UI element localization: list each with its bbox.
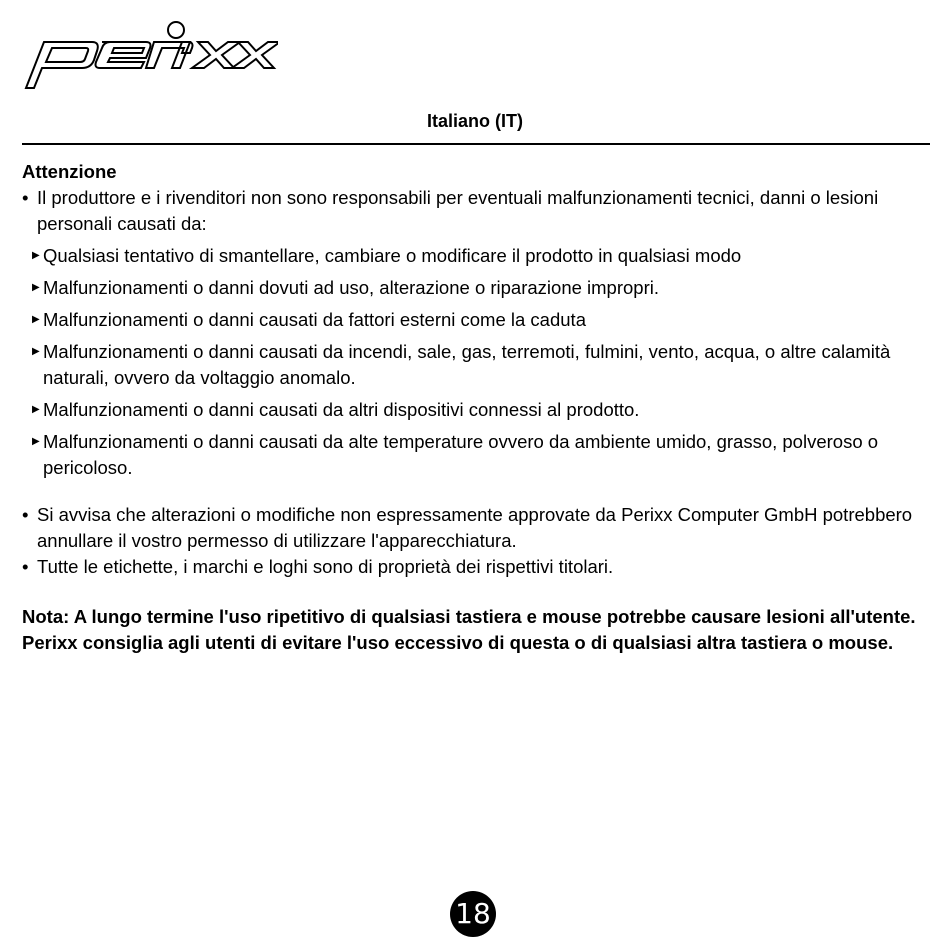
page-number-badge: 18 bbox=[450, 891, 496, 937]
section-heading: Attenzione bbox=[22, 161, 117, 182]
perixx-logo bbox=[22, 18, 278, 92]
sub-list-item bbox=[22, 429, 930, 481]
bullet-dot-icon: • bbox=[22, 187, 29, 208]
bullet-item bbox=[22, 185, 930, 237]
sub-list-item bbox=[22, 243, 930, 269]
main-content bbox=[22, 159, 930, 656]
note-paragraph: Nota: A lungo termine l'uso ripetitivo di qualsiasi tastiera e mouse potrebbe causare lesioni all'utente. Perixx consiglia agli utenti di evitare l'uso eccessivo di questa o di qualsiasi altra tastiera o mouse. bbox=[22, 606, 916, 653]
triangle-bullet-icon: ▶ bbox=[32, 314, 40, 325]
language-title: Italiano (IT) bbox=[427, 111, 523, 131]
sub-item-text: Malfunzionamenti o danni causati da altri dispositivi connessi al prodotto. bbox=[43, 399, 640, 420]
sub-list-item bbox=[22, 275, 930, 301]
sub-item-text: Malfunzionamenti o danni causati da alte temperature ovvero da ambiente umido, grasso, polveroso o pericoloso. bbox=[43, 431, 879, 478]
divider-line bbox=[22, 143, 930, 145]
sub-item-text: Malfunzionamenti o danni dovuti ad uso, alterazione o riparazione impropri. bbox=[43, 277, 659, 298]
bullet-text: Il produttore e i rivenditori non sono responsabili per eventuali malfunzionamenti tecnici, danni o lesioni personali causati da: bbox=[37, 187, 879, 234]
triangle-bullet-icon: ▶ bbox=[32, 404, 40, 415]
sub-item-text: Malfunzionamenti o danni causati da fattori esterni come la caduta bbox=[43, 309, 586, 330]
bullet-text: Si avvisa che alterazioni o modifiche non espressamente approvate da Perixx Computer GmbH potrebbero annullare il vostro permesso di utilizzare l'apparecchiatura. bbox=[37, 504, 913, 551]
sub-list-item bbox=[22, 339, 930, 391]
sub-list-item bbox=[22, 397, 930, 423]
bullet-item bbox=[22, 554, 930, 580]
triangle-bullet-icon: ▶ bbox=[32, 250, 40, 261]
sub-list-item bbox=[22, 307, 930, 333]
sub-item-text: Qualsiasi tentativo di smantellare, cambiare o modificare il prodotto in qualsiasi modo bbox=[43, 245, 742, 266]
bullet-dot-icon: • bbox=[22, 556, 29, 577]
bullet-dot-icon: • bbox=[22, 504, 29, 525]
sub-item-text: Malfunzionamenti o danni causati da incendi, sale, gas, terremoti, fulmini, vento, acqua, o altre calamità naturali, ovvero da voltaggio anomalo. bbox=[43, 341, 891, 388]
triangle-bullet-icon: ▶ bbox=[32, 346, 40, 357]
bullet-text: Tutte le etichette, i marchi e loghi sono di proprietà dei rispettivi titolari. bbox=[37, 556, 614, 577]
triangle-bullet-icon: ▶ bbox=[32, 282, 40, 293]
bullet-item bbox=[22, 502, 930, 554]
spacer bbox=[22, 481, 930, 502]
triangle-bullet-icon: ▶ bbox=[32, 436, 40, 447]
